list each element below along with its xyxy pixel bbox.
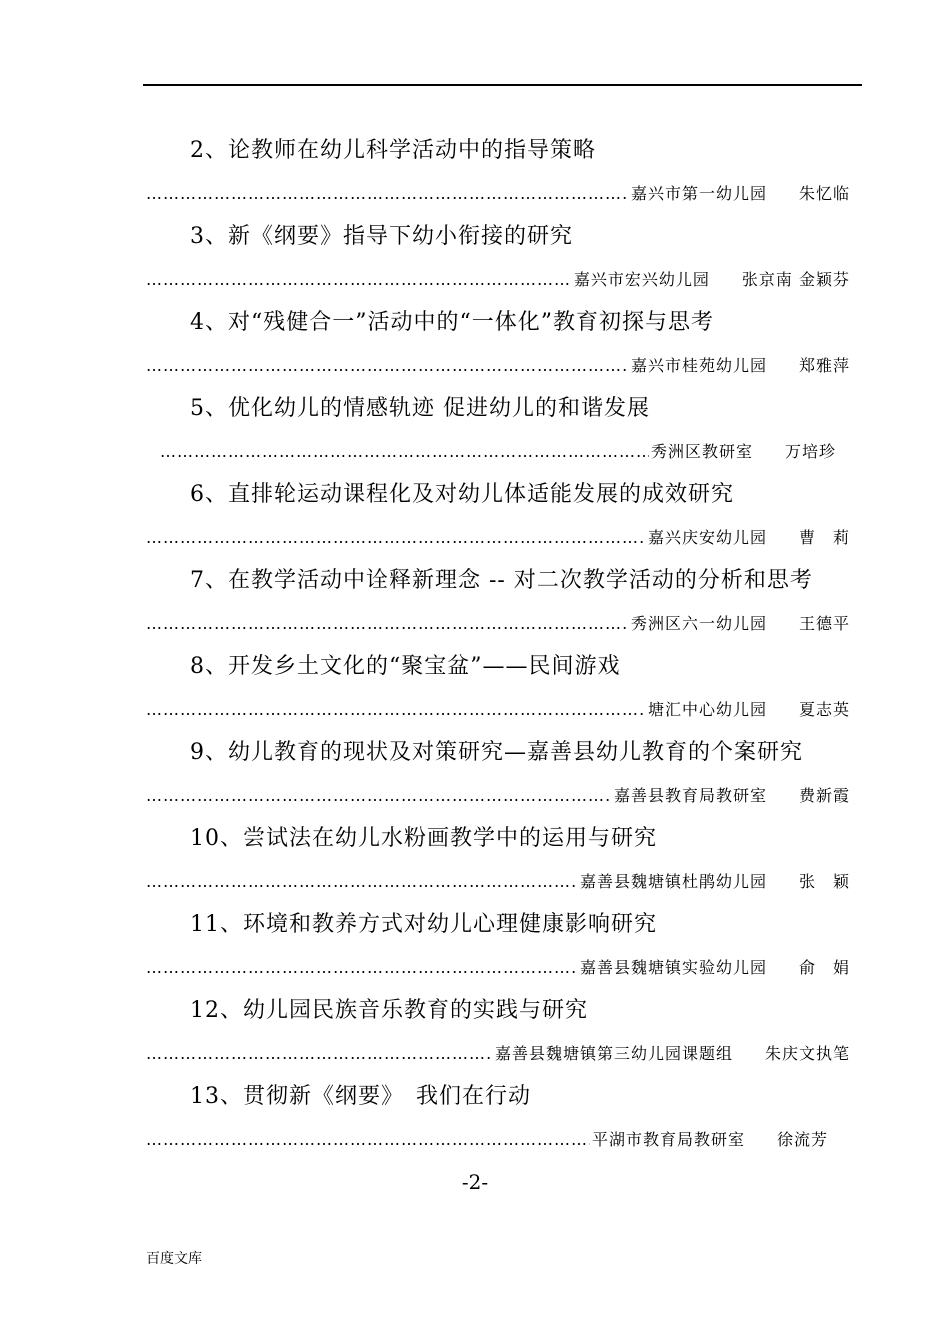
toc-entry-attribution <box>146 611 858 637</box>
toc-entry-author: 王德平 <box>798 614 850 633</box>
toc-entry-author: 费新霞 <box>798 786 850 805</box>
leader-dots <box>146 611 629 637</box>
toc-entry-attribution <box>146 181 858 207</box>
toc-entry-author: 曹 莉 <box>798 528 850 547</box>
toc-entry-attribution <box>146 353 858 379</box>
leader-dots <box>146 1041 493 1067</box>
toc-entry-attribution <box>146 1127 836 1153</box>
toc-entry-org: 平湖市教育局教研室 <box>591 1130 745 1149</box>
toc-entry-attribution <box>146 783 858 809</box>
toc-entry-attribution <box>160 439 844 465</box>
toc-entry-title[interactable]: 5、优化幼儿的情感轨迹 促进幼儿的和谐发展 <box>190 396 650 421</box>
toc-entry-attribution <box>146 869 858 895</box>
leader-dots <box>146 353 629 379</box>
toc-entry-org: 嘉兴市宏兴幼儿园 <box>573 270 710 289</box>
toc-entry-author: 夏志英 <box>798 700 850 719</box>
leader-dots <box>146 267 572 293</box>
leader-dots <box>146 525 646 551</box>
toc-entry-title[interactable]: 11、环境和教养方式对幼儿心理健康影响研究 <box>190 912 657 937</box>
toc-entry-title[interactable]: 8、开发乡土文化的“聚宝盆”——民间游戏 <box>190 654 621 679</box>
toc-entry-title[interactable]: 2、论教师在幼儿科学活动中的指导策略 <box>190 138 596 163</box>
toc-entry-author: 万培珍 <box>784 442 836 461</box>
toc-entry-org: 秀洲区教研室 <box>650 442 753 461</box>
toc-entry-author: 张京南 金颖芬 <box>741 270 850 289</box>
toc-entry-attribution <box>146 955 858 981</box>
toc-entry-org: 嘉善县魏塘镇杜鹃幼儿园 <box>579 872 767 891</box>
toc-entry-org: 嘉善县教育局教研室 <box>613 786 767 805</box>
toc-entry-attribution <box>146 1041 858 1067</box>
toc-entry-title[interactable]: 7、在教学活动中诠释新理念 -- 对二次教学活动的分析和思考 <box>190 568 813 593</box>
toc-entry-org: 嘉兴市第一幼儿园 <box>630 184 767 203</box>
toc-entry-attribution <box>146 697 858 723</box>
leader-dots <box>160 439 649 465</box>
toc-entry-title[interactable]: 13、贯彻新《纲要》 我们在行动 <box>190 1084 531 1109</box>
toc-entry-author: 徐流芳 <box>776 1130 828 1149</box>
leader-dots <box>146 955 578 981</box>
leader-dots <box>146 783 612 809</box>
leader-dots <box>146 1127 590 1153</box>
toc-entry-author: 郑雅萍 <box>798 356 850 375</box>
toc-entry-org: 嘉善县魏塘镇实验幼儿园 <box>579 958 767 977</box>
toc-entry-author: 张 颖 <box>798 872 850 891</box>
leader-dots <box>146 181 629 207</box>
toc-entry-title[interactable]: 9、幼儿教育的现状及对策研究—嘉善县幼儿教育的个案研究 <box>190 740 803 765</box>
toc-entry-org: 嘉兴市桂苑幼儿园 <box>630 356 767 375</box>
toc-entry-attribution <box>146 267 858 293</box>
header-rule <box>143 84 862 86</box>
toc-entry-author: 朱庆文执笔 <box>764 1044 850 1063</box>
footer-watermark-label: 百度文库 <box>146 1251 202 1267</box>
toc-entry-title[interactable]: 10、尝试法在幼儿水粉画教学中的运用与研究 <box>190 826 657 851</box>
toc-entry-attribution <box>146 525 858 551</box>
page-number: -2- <box>461 1170 489 1194</box>
toc-entry-org: 秀洲区六一幼儿园 <box>630 614 767 633</box>
leader-dots <box>146 869 578 895</box>
toc-entry-title[interactable]: 6、直排轮运动课程化及对幼儿体适能发展的成效研究 <box>190 482 734 507</box>
leader-dots <box>146 697 646 723</box>
toc-entry-title[interactable]: 3、新《纲要》指导下幼小衔接的研究 <box>190 224 573 249</box>
toc-entry-author: 俞 娟 <box>798 958 850 977</box>
toc-entry-org: 嘉兴庆安幼儿园 <box>647 528 767 547</box>
toc-entry-title[interactable]: 12、幼儿园民族音乐教育的实践与研究 <box>190 998 588 1023</box>
toc-entry-author: 朱忆临 <box>798 184 850 203</box>
toc-entry-org: 嘉善县魏塘镇第三幼儿园课题组 <box>494 1044 733 1063</box>
toc-entry-title[interactable]: 4、对“残健合一”活动中的“一体化”教育初探与思考 <box>190 310 714 335</box>
toc-entry-org: 塘汇中心幼儿园 <box>647 700 767 719</box>
